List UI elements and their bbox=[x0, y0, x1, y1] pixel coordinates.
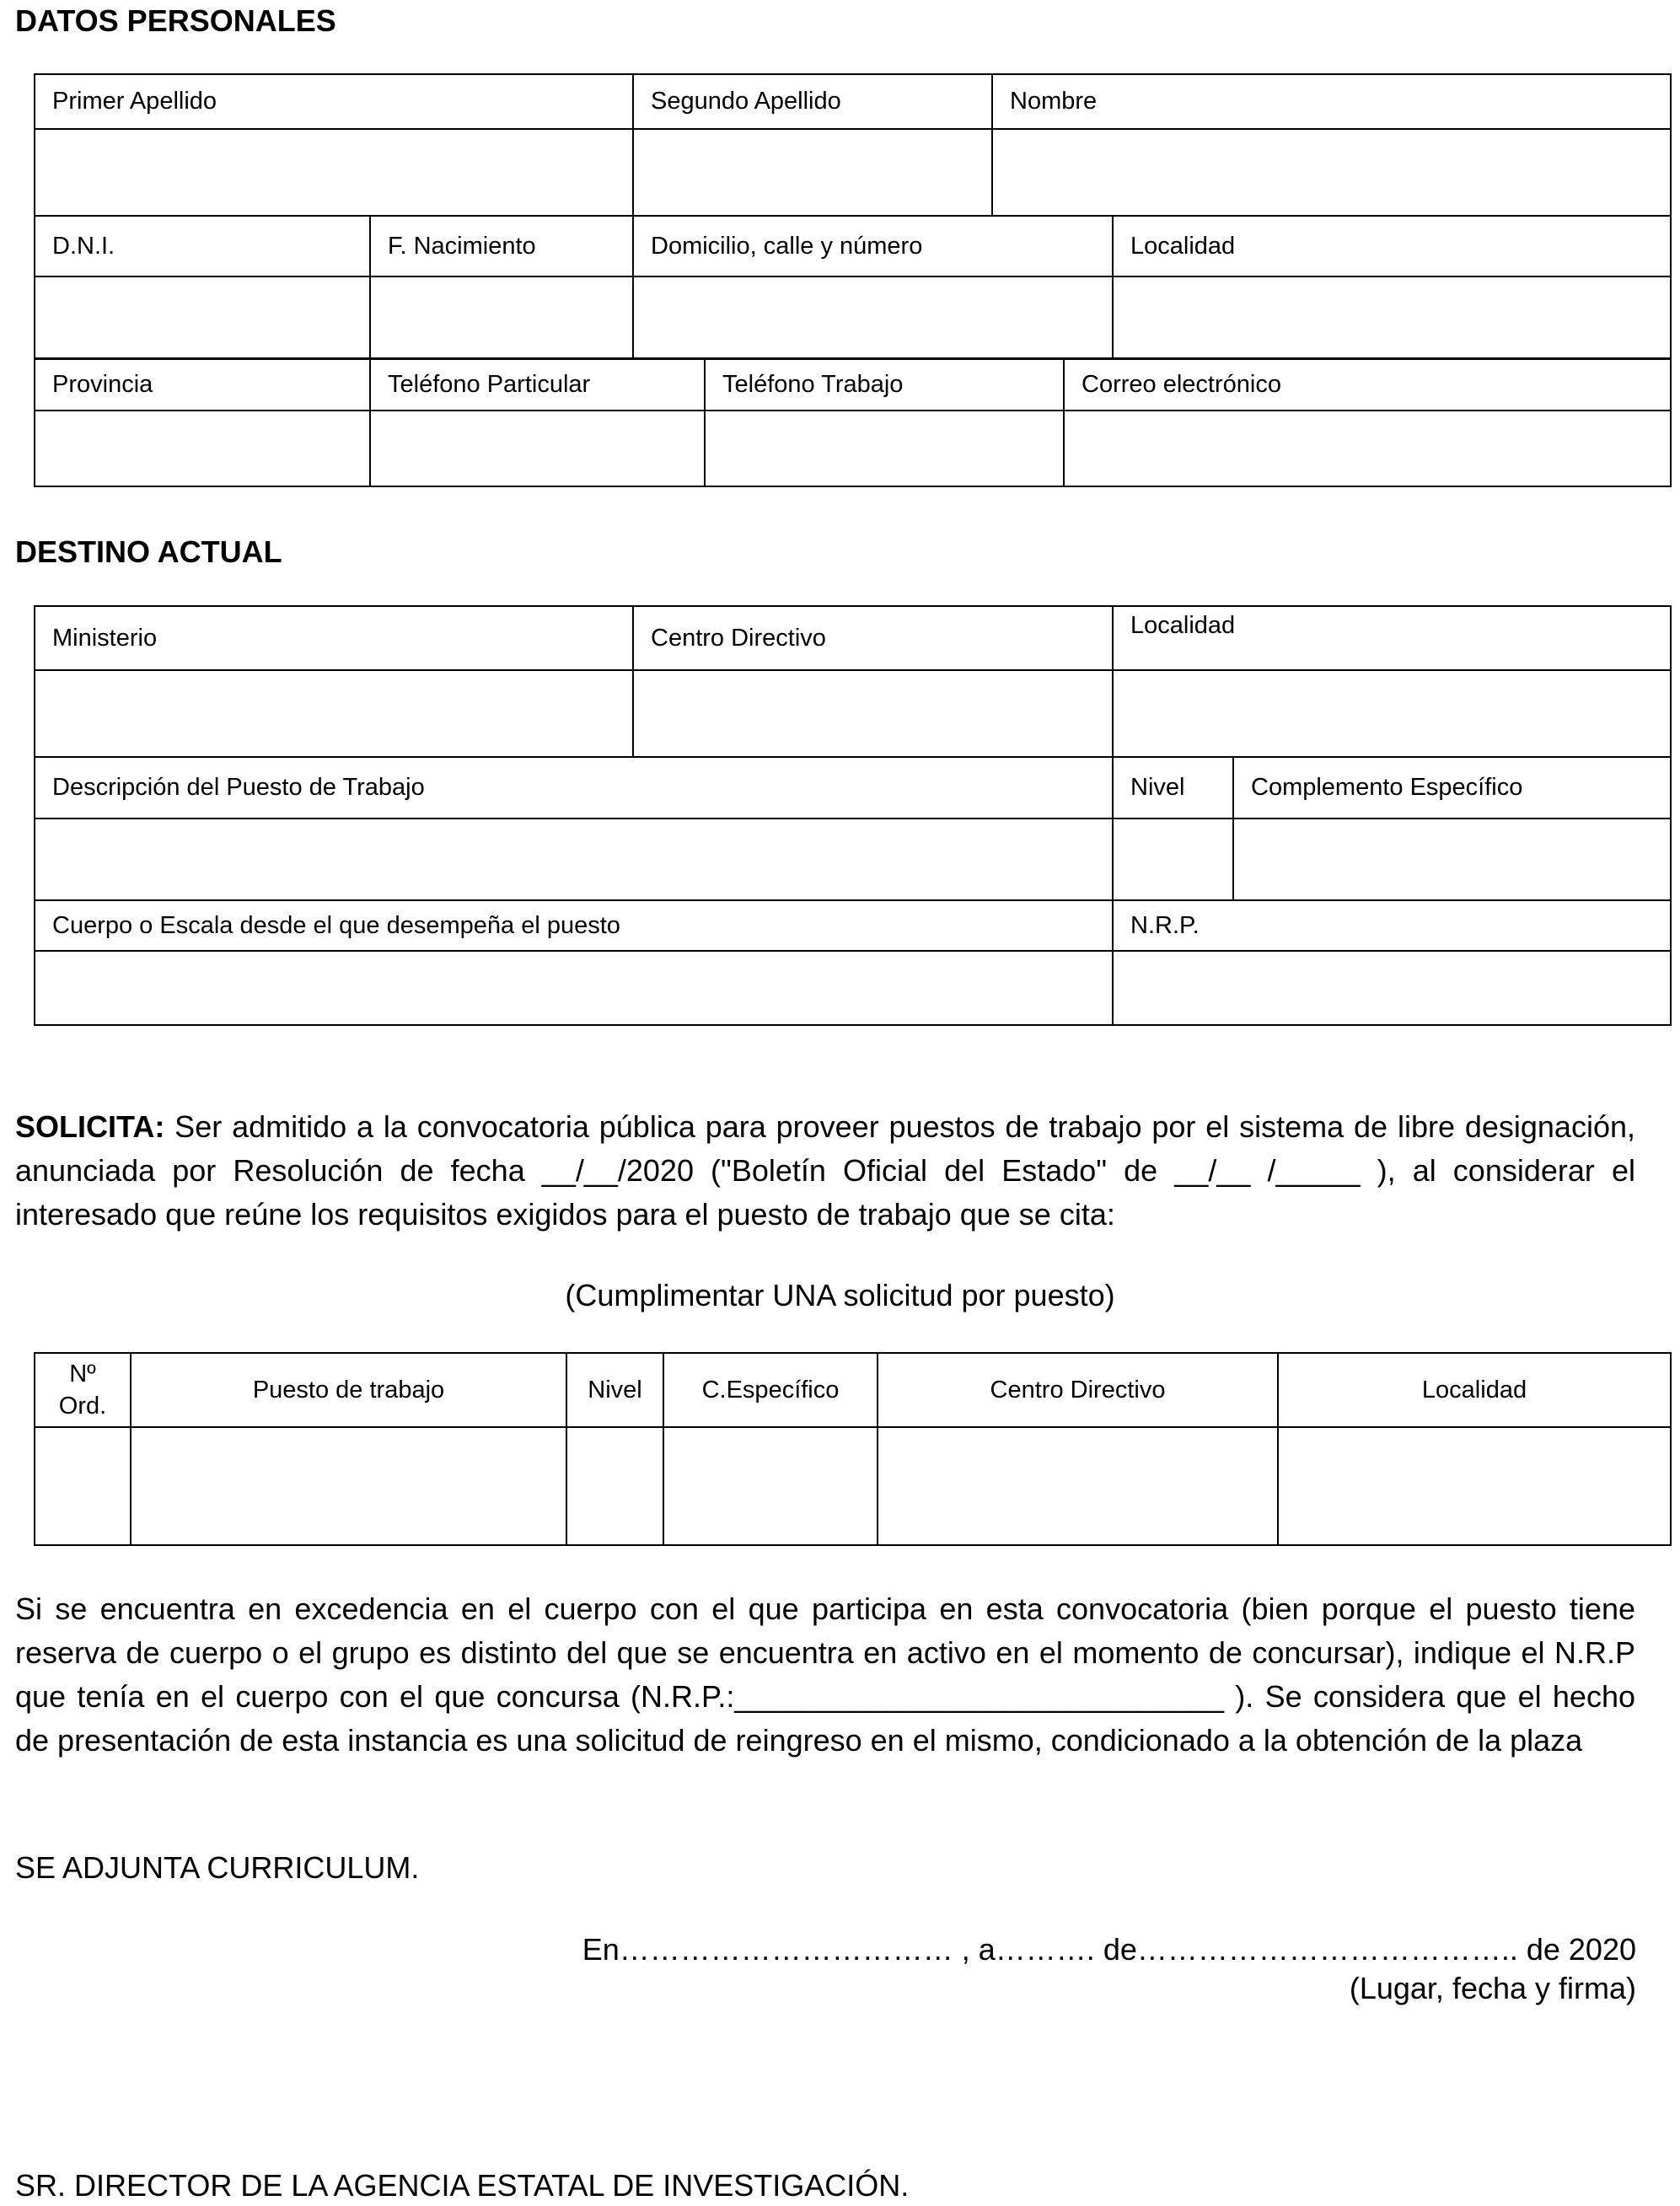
primer-apellido-field[interactable] bbox=[35, 129, 633, 216]
puesto-centro-directivo-field[interactable] bbox=[878, 1427, 1278, 1545]
label-destino-localidad: Localidad bbox=[1113, 606, 1671, 670]
segundo-apellido-field[interactable] bbox=[633, 129, 992, 216]
label-nrp: N.R.P. bbox=[1113, 900, 1671, 951]
puestos-table bbox=[34, 1352, 1672, 1546]
label-ministerio: Ministerio bbox=[35, 606, 633, 670]
nivel-field[interactable] bbox=[1113, 819, 1233, 900]
label-f-nacimiento: F. Nacimiento bbox=[370, 216, 633, 276]
label-segundo-apellido: Segundo Apellido bbox=[633, 74, 992, 129]
destino-localidad-field[interactable] bbox=[1113, 670, 1671, 757]
firma-line: En…………………………… , a………. de……………………………….. de 2020 bbox=[582, 1932, 1636, 1967]
datos-contacto-table bbox=[34, 358, 1672, 487]
nrp-field[interactable] bbox=[1113, 951, 1671, 1025]
provincia-field[interactable] bbox=[35, 411, 370, 486]
datos-personales-table bbox=[34, 73, 1672, 359]
label-nivel: Nivel bbox=[1113, 757, 1233, 819]
header-centro-directivo: Centro Directivo bbox=[878, 1353, 1278, 1427]
label-complemento: Complemento Específico bbox=[1233, 757, 1671, 819]
label-dni: D.N.I. bbox=[35, 216, 370, 276]
nombre-field[interactable] bbox=[992, 129, 1671, 216]
header-c-especifico: C.Específico bbox=[663, 1353, 878, 1427]
puesto-trabajo-field[interactable] bbox=[131, 1427, 566, 1545]
ministerio-field[interactable] bbox=[35, 670, 633, 757]
solicita-text: Ser admitido a la convocatoria pública para proveer puestos de trabajo por el sistema de libre designación, anunciada por Resolución de fecha __/__/2020 ("Boletín Oficial del Estado" de __/__ /_____ ), al considerar el interesado que reúne los requisitos exigidos para el puesto de trabajo que se cita: bbox=[15, 1109, 1635, 1232]
telefono-trabajo-field[interactable] bbox=[705, 411, 1064, 486]
label-cuerpo-escala: Cuerpo o Escala desde el que desempeña el puesto bbox=[35, 900, 1113, 951]
header-localidad: Localidad bbox=[1278, 1353, 1671, 1427]
domicilio-field[interactable] bbox=[633, 276, 1113, 358]
complemento-field[interactable] bbox=[1233, 819, 1671, 900]
label-correo: Correo electrónico bbox=[1064, 359, 1671, 411]
label-domicilio: Domicilio, calle y número bbox=[633, 216, 1113, 276]
localidad-field[interactable] bbox=[1113, 276, 1671, 358]
solicita-label: SOLICITA: bbox=[15, 1109, 165, 1144]
puesto-localidad-field[interactable] bbox=[1278, 1427, 1671, 1545]
f-nacimiento-field[interactable] bbox=[370, 276, 633, 358]
solicitud-note: (Cumplimentar UNA solicitud por puesto) bbox=[565, 1278, 1115, 1312]
puesto-nivel-field[interactable] bbox=[566, 1427, 663, 1545]
section-title-destino-actual: DESTINO ACTUAL bbox=[15, 534, 282, 569]
destino-actual-table bbox=[34, 605, 1672, 1026]
label-primer-apellido: Primer Apellido bbox=[35, 74, 633, 129]
label-telefono-trabajo: Teléfono Trabajo bbox=[705, 359, 1064, 411]
descripcion-puesto-field[interactable] bbox=[35, 819, 1113, 900]
label-telefono-particular: Teléfono Particular bbox=[370, 359, 705, 411]
label-centro-directivo: Centro Directivo bbox=[633, 606, 1113, 670]
excedencia-paragraph: Si se encuentra en excedencia en el cuerpo con el que participa en esta convocatoria (bien porque el puesto tiene reserva de cuerpo o el grupo es distinto del que se encuentra en activo en el momento de concursar), indique el N.R.P que tenía en el cuerpo con el que concursa (N.R.P.:_____________________________ ). Se considera que el hecho de presentación de esta instancia es una solicitud de reingreso en el mismo, condicionado a la obtención de la plaza bbox=[15, 1591, 1635, 1758]
header-puesto-trabajo: Puesto de trabajo bbox=[131, 1353, 566, 1427]
label-nombre: Nombre bbox=[992, 74, 1671, 129]
n-ord-field[interactable] bbox=[35, 1427, 131, 1545]
c-especifico-field[interactable] bbox=[663, 1427, 878, 1545]
label-provincia: Provincia bbox=[35, 359, 370, 411]
curriculum-note: SE ADJUNTA CURRICULUM. bbox=[15, 1850, 420, 1885]
cuerpo-escala-field[interactable] bbox=[35, 951, 1113, 1025]
solicita-paragraph bbox=[15, 1105, 1635, 1237]
label-descripcion-puesto: Descripción del Puesto de Trabajo bbox=[35, 757, 1113, 819]
correo-field[interactable] bbox=[1064, 411, 1671, 486]
label-localidad: Localidad bbox=[1113, 216, 1671, 276]
firma-caption: (Lugar, fecha y firma) bbox=[1349, 1971, 1636, 2005]
centro-directivo-field[interactable] bbox=[633, 670, 1113, 757]
telefono-particular-field[interactable] bbox=[370, 411, 705, 486]
dni-field[interactable] bbox=[35, 276, 370, 358]
header-n-ord: Nº Ord. bbox=[35, 1353, 131, 1427]
section-title-datos-personales: DATOS PERSONALES bbox=[15, 3, 336, 38]
header-nivel: Nivel bbox=[566, 1353, 663, 1427]
destinatario: SR. DIRECTOR DE LA AGENCIA ESTATAL DE INVESTIGACIÓN. bbox=[15, 2168, 910, 2203]
